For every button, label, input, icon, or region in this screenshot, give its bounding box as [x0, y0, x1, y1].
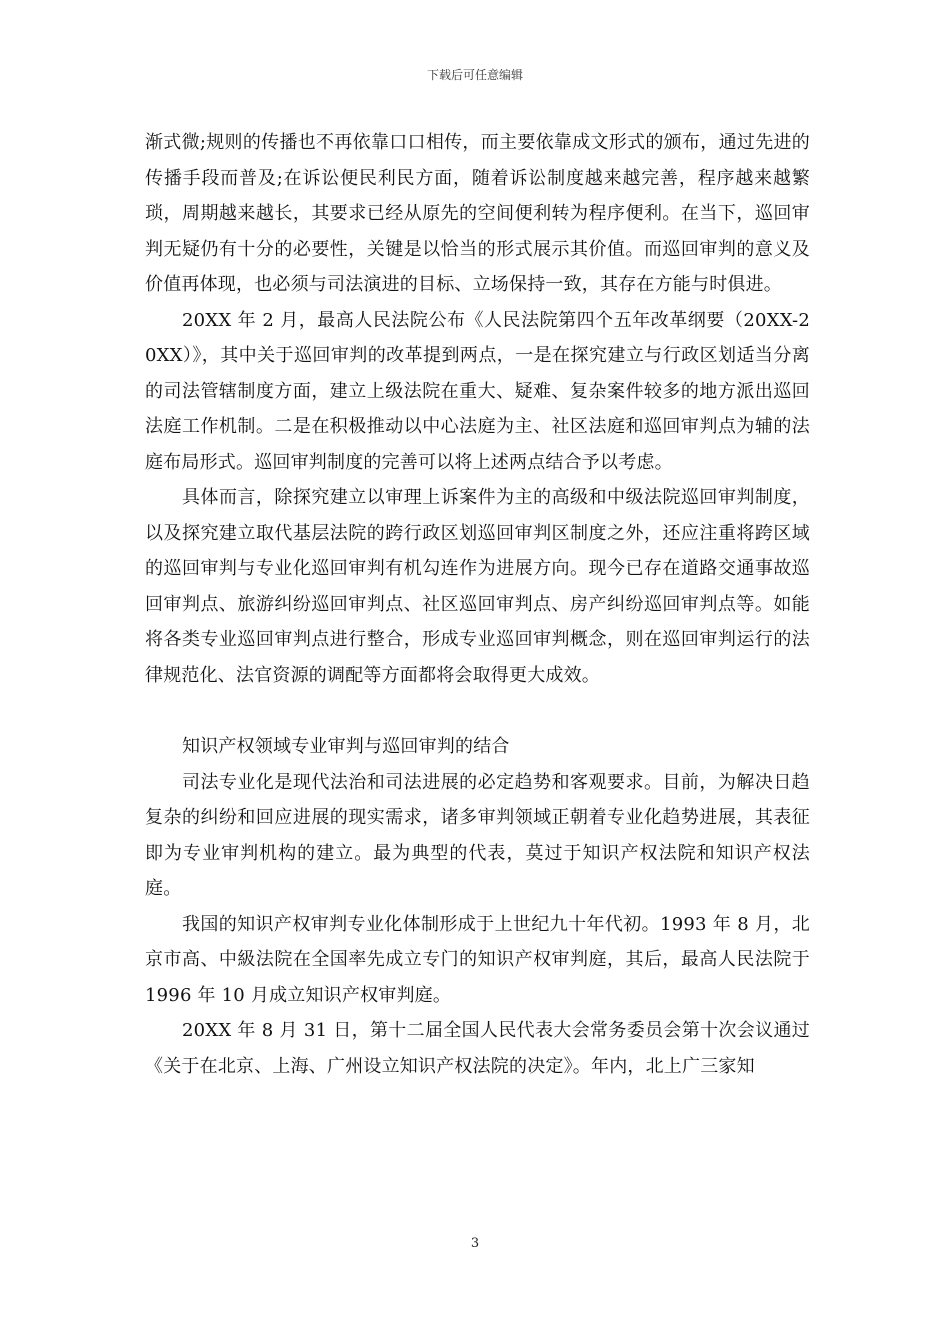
paragraph-1: 渐式微;规则的传播也不再依靠口口相传，而主要依靠成文形式的颁布，通过先进的传播手段而普及;在诉讼便民利民方面，随着诉讼制度越来越完善，程序越来越繁琐，周期越来越长，其要求已经从原先的空间便利转为程序便利。在当下，巡回审判无疑仍有十分的必要性，关键是以恰当的形式展示其价值。而巡回审判的意义及价值再体现，也必须与司法演进的目标、立场保持一致，其存在方能与时俱进。: [145, 132, 810, 295]
section-spacer: [145, 693, 810, 729]
section-paragraph-3: 20XX 年 8 月 31 日，第十二届全国人民代表大会常务委员会第十次会议通过《关于在北京、上海、广州设立知识产权法院的决定》。年内，北上广三家知: [145, 1020, 810, 1077]
section-heading: 知识产权领域专业审判与巡回审判的结合: [182, 736, 510, 757]
section-paragraph-2: 我国的知识产权审判专业化体制形成于上世纪九十年代初。1993 年 8 月，北京市高、中級法院在全国率先成立专门的知识产权审判庭，其后，最高人民法院于 1996 年 10 月成立知识产权审判庭。: [145, 913, 810, 1006]
page-header: 下载后可任意编辑: [426, 68, 523, 82]
page-number: 3: [470, 1236, 480, 1251]
section-paragraph-1: 司法专业化是现代法治和司法进展的必定趋势和客观要求。目前，为解决日趋复杂的纠纷和回应进展的现实需求，诸多审判领域正朝着专业化趋势进展，其表征即为专业审判机构的建立。最为典型的代表，莫过于知识产权法院和知识产权法庭。: [145, 771, 810, 899]
document-body: [145, 125, 810, 1084]
paragraph-3: 具体而言，除探究建立以审理上诉案件为主的高级和中级法院巡回审判制度，以及探究建立取代基层法院的跨行政区划巡回审判区制度之外，还应注重将跨区域的巡回审判与专业化巡回审判有机勾连作为进展方向。现今已存在道路交通事故巡回审判点、旅游纠纷巡回审判点、社区巡回审判点、房产纠纷巡回审判点等。如能将各类专业巡回审判点进行整合，形成专业巡回审判概念，则在巡回审判运行的法律规范化、法官资源的调配等方面都将会取得更大成效。: [145, 487, 810, 686]
paragraph-2: 20XX 年 2 月，最高人民法院公布《人民法院第四个五年改革纲要（20XX-20XX）》，其中关于巡回审判的改革提到两点，一是在探究建立与行政区划适当分离的司法管辖制度方面，建立上级法院在重大、疑难、复杂案件较多的地方派出巡回法庭工作机制。二是在积极推动以中心法庭为主、社区法庭和巡回审判点为辅的法庭布局形式。巡回审判制度的完善可以将上述两点结合予以考虑。: [145, 309, 810, 473]
